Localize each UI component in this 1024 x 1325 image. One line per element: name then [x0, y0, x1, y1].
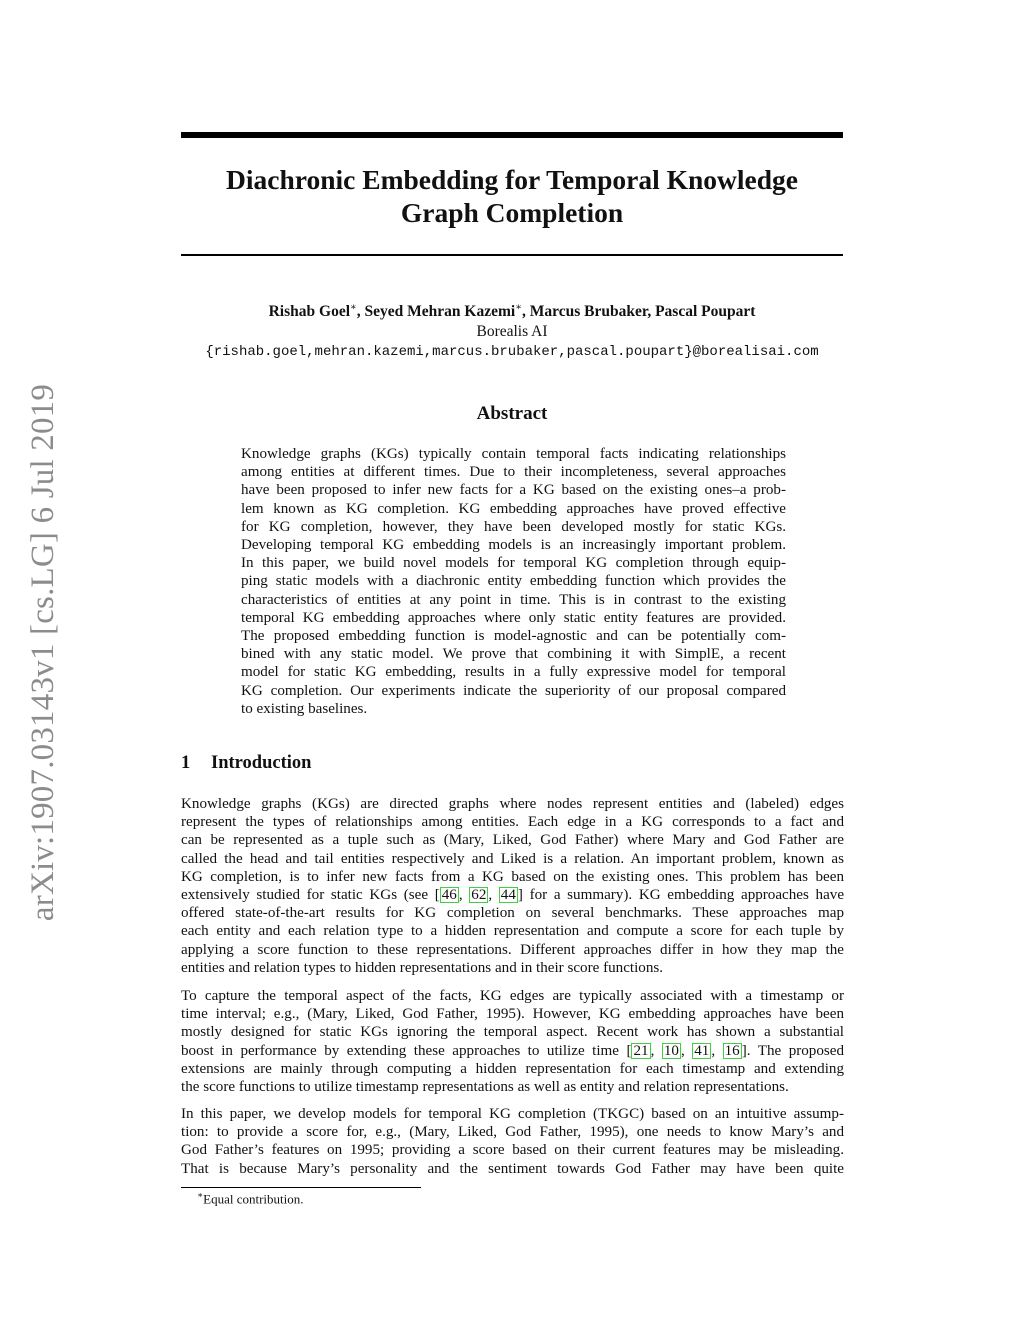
- author-name: Marcus Brubaker, Pascal Poupart: [529, 303, 756, 321]
- abstract-line: The proposed embedding function is model-agnostic and can be potentially com-: [241, 628, 786, 645]
- abstract-line: temporal KG embedding approaches where only static entity features are provided.: [241, 609, 786, 626]
- paragraph-line: mostly designed for static KGs ignoring the temporal aspect. Recent work has shown a substantial: [181, 1024, 844, 1041]
- abstract-line: Knowledge graphs (KGs) typically contain temporal facts indicating relationships: [241, 446, 786, 462]
- paragraph-line: In this paper, we develop models for temporal KG completion (TKGC) based on an intuitive assump-: [181, 1106, 844, 1122]
- abstract-line: ping static models with a diachronic entity embedding function which provides the: [241, 573, 786, 590]
- citation-link[interactable]: 16: [724, 1042, 740, 1059]
- citation-link[interactable]: 62: [471, 887, 487, 904]
- abstract-line: lem known as KG completion. KG embedding approaches have proved effective: [241, 500, 786, 517]
- paragraph-line: represent the types of relationships among entities. Each edge in a KG corresponds to a fact and: [181, 814, 844, 831]
- footnote-rule: [181, 1187, 421, 1188]
- intro-paragraph-1: [181, 795, 844, 977]
- title-bottom-rule: [181, 254, 843, 256]
- abstract-heading: Abstract: [476, 403, 548, 424]
- citation-link[interactable]: 21: [633, 1042, 649, 1059]
- arxiv-identifier-stamp: [24, 375, 64, 930]
- paragraph-line: can be represented as a tuple such as (Mary, Liked, God Father) where Mary and God Father are: [181, 832, 844, 849]
- affiliation: Borealis AI: [476, 323, 548, 341]
- paragraph-line: KG completion, is to infer new facts from a KG based on the existing ones. This problem has been: [181, 868, 844, 885]
- footnote-mark: ∗: [197, 1190, 204, 1200]
- paragraph-line: God Father’s features on 1995; providing a score based on their current features may be misleading.: [181, 1142, 844, 1159]
- title-line: Graph Completion: [400, 197, 624, 228]
- abstract-text: [241, 445, 786, 718]
- abstract-line: to existing baselines.: [241, 700, 368, 717]
- abstract-line: In this paper, we build novel models for temporal KG completion through equip-: [241, 555, 786, 572]
- paragraph-line: entities and relation types to hidden representations and in their score functions.: [181, 959, 664, 976]
- section-title: Introduction: [211, 753, 312, 773]
- paragraph-line: That is because Mary’s personality and the sentiment towards God Father may have been quite: [181, 1160, 844, 1177]
- equal-contribution-mark: ∗: [350, 302, 357, 313]
- paragraph-line: applying a score function to these representations. Different approaches differ in how they map the: [181, 941, 844, 958]
- citation-link[interactable]: 41: [694, 1042, 710, 1059]
- citation-link[interactable]: 44: [500, 887, 516, 904]
- abstract-line: KG completion. Our experiments indicate the superiority of our proposal compared: [241, 682, 786, 699]
- citation-link[interactable]: 10: [663, 1042, 679, 1059]
- abstract-line: bined with any static model. We prove that combining it with SimplE, a recent: [241, 646, 786, 663]
- author-emails: {rishab.goel,mehran.kazemi,marcus.brubaker,pascal.poupart}@borealisai.com: [205, 344, 819, 361]
- intro-paragraph-3: [181, 1105, 844, 1178]
- abstract-line: have been proposed to infer new facts for a KG based on the existing ones–a prob-: [241, 482, 786, 499]
- footnote: [197, 1190, 304, 1207]
- abstract-line: characteristics of entities at any point in time. This is in contrast to the existing: [241, 591, 786, 608]
- paragraph-line: offered state-of-the-art results for KG completion on several benchmarks. These approaches map: [181, 905, 844, 922]
- paragraph-line: each entity and each relation type to a hidden representation and compute a score for each tuple by: [181, 923, 844, 940]
- intro-paragraph-2: [181, 987, 844, 1096]
- author-name: Rishab Goel: [268, 303, 350, 321]
- author-names: Rishab Goel∗, Seyed Mehran Kazemi∗, Marcus Brubaker, Pascal Poupart: [268, 302, 756, 321]
- title-line: Diachronic Embedding for Temporal Knowledge: [226, 164, 798, 195]
- abstract-line: Developing temporal KG embedding models is an increasingly important problem.: [241, 537, 786, 554]
- paragraph-line: called the head and tail entities respectively and Liked is a relation. An important problem, known as: [181, 850, 844, 867]
- paragraph-line: time interval; e.g., (Mary, Liked, God Father, 1995). However, KG embedding approaches have been: [181, 1006, 844, 1023]
- paragraph-line: To capture the temporal aspect of the facts, KG edges are typically associated with a timestamp or: [181, 988, 844, 1004]
- title-top-rule: [181, 132, 843, 138]
- paper-title: [181, 163, 843, 229]
- footnote-text: Equal contribution.: [203, 1191, 304, 1207]
- abstract-line: for KG completion, however, they have been developed mostly for static KGs.: [241, 518, 786, 535]
- section-number: 1: [181, 753, 191, 773]
- author-name: Seyed Mehran Kazemi: [364, 303, 516, 321]
- abstract-line: model for static KG embedding, results in a fully expressive model for temporal: [241, 664, 786, 681]
- section-heading-introduction: [181, 753, 311, 774]
- paragraph-line: tion: to provide a score for, e.g., (Mary, Liked, God Father, 1995), one needs to know Mary’s and: [181, 1124, 844, 1141]
- paragraph-line: Knowledge graphs (KGs) are directed graphs where nodes represent entities and (labeled) edges: [181, 796, 844, 812]
- arxiv-stamp-text: arXiv:1907.03143v1 [cs.LG] 6 Jul 2019: [25, 383, 62, 922]
- paragraph-line: the score functions to utilize timestamp representations as well as entity and relation representations.: [181, 1079, 789, 1096]
- author-block: [120, 298, 904, 362]
- equal-contribution-mark: ∗: [515, 302, 523, 313]
- citation-link[interactable]: 46: [441, 887, 457, 904]
- abstract-line: among entities at different times. Due to their incompleteness, several approaches: [241, 464, 786, 481]
- paragraph-line: extensions are mainly through computing a hidden representation for each timestamp and extending: [181, 1060, 844, 1077]
- paragraph-line: extensively studied for static KGs (see [ 46 , 62 , 44 ] for a summary). KG embedding approaches have: [181, 887, 845, 904]
- paragraph-line: boost in performance by extending these approaches to utilize time [ 21 , 10 , 41 , 16 ]. The proposed: [181, 1042, 845, 1059]
